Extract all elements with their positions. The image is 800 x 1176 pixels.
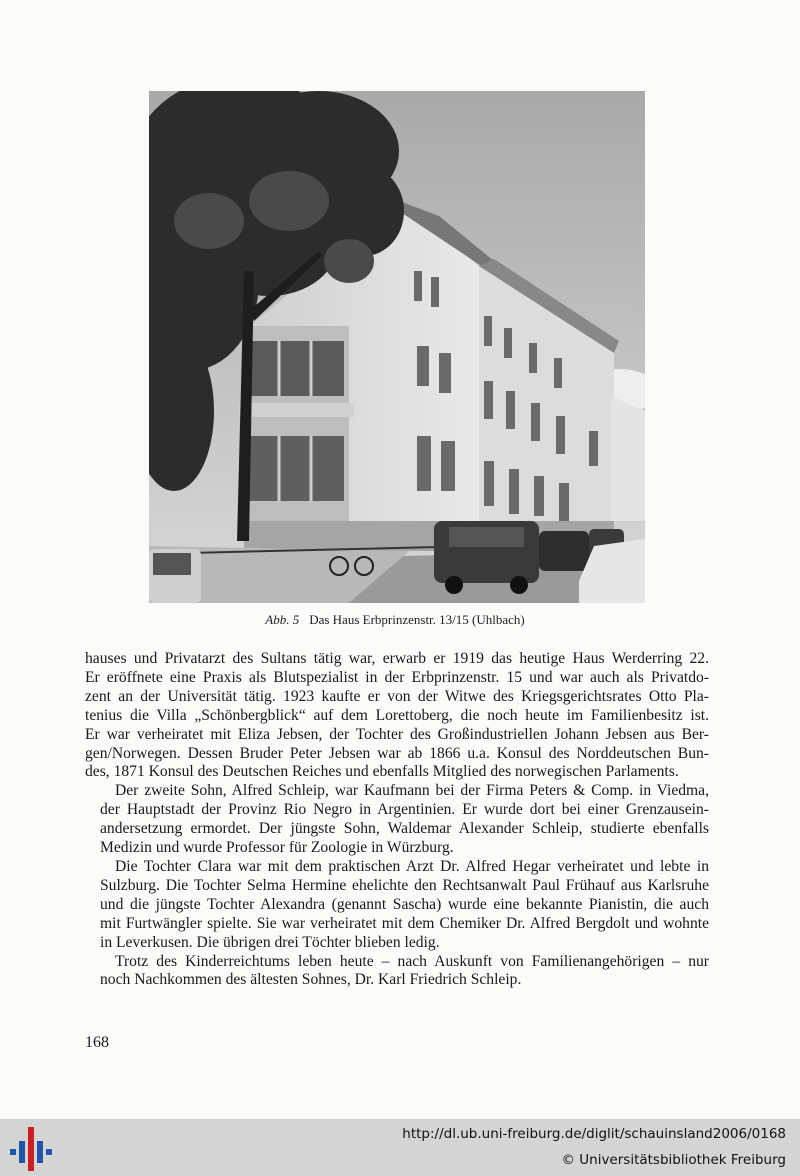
paragraph xyxy=(85,858,709,953)
figure-caption xyxy=(0,612,790,628)
text-line: zent an der Universität tätig. 1923 kaufte er von der Witwe des Kriegsgerichtsrates Otto Pla- xyxy=(85,687,709,705)
text-line: des, 1871 Konsul des Deutschen Reiches und ebenfalls Mitglied des norwegischen Parlaments. xyxy=(85,763,679,781)
text-line: mit Furtwängler spielte. Sie war verheiratet mit dem Chemiker Dr. Alfred Bergdolt und wohnte xyxy=(100,914,709,932)
building-photo xyxy=(149,91,645,603)
text-line: gen/Norwegen. Dessen Bruder Peter Jebsen war ab 1866 u.a. Konsul des Norddeutschen Bun- xyxy=(85,744,709,762)
text-line: Er war verheiratet mit Eliza Jebsen, der Tochter des Großindustriellen Johann Jebsen aus Ber- xyxy=(85,725,709,743)
page-number: 168 xyxy=(85,1034,109,1051)
paragraph xyxy=(85,782,709,858)
text-line: Er eröffnete eine Praxis als Blutspezialist in der Erbprinzenstr. 15 und war auch als Privatdo- xyxy=(85,668,709,686)
caption-text: Das Haus Erbprinzenstr. 13/15 (Uhlbach) xyxy=(309,612,525,627)
caption-label: Abb. 5 xyxy=(265,612,300,627)
footer-bar xyxy=(0,1119,800,1176)
text-line: noch Nachkommen des ältesten Sohnes, Dr. Karl Friedrich Schleip. xyxy=(100,971,522,989)
text-line: hauses und Privatarzt des Sultans tätig war, erwarb er 1919 das heutige Haus Werderring 22. xyxy=(85,650,709,667)
text-line: der Hauptstadt der Provinz Rio Negro in Argentinien. Er wurde dort bei einer Grenzausein- xyxy=(100,801,709,819)
text-line: Sulzburg. Die Tochter Selma Hermine ehelichte den Rechtsanwalt Paul Frühauf aus Karlsruhe xyxy=(100,876,709,894)
text-line: und die jüngste Tochter Alexandra (genannt Sascha) wurde eine bekannte Pianistin, die auch xyxy=(100,895,709,913)
paragraph xyxy=(85,650,709,782)
library-logo-icon xyxy=(10,1127,52,1171)
text-line: Die Tochter Clara war mit dem praktischen Arzt Dr. Alfred Hegar verheiratet und lebte in xyxy=(115,857,709,875)
text-line: andersetzung ermordet. Der jüngste Sohn, Waldemar Alexander Schleip, studierte ebenfalls xyxy=(100,820,709,838)
text-line: Trotz des Kinderreichtums leben heute – nach Auskunft von Familienangehörigen – nur xyxy=(115,952,709,970)
body-text xyxy=(85,650,709,990)
source-url-link[interactable]: http://dl.ub.uni-freiburg.de/diglit/schauinsland2006/0168 xyxy=(402,1126,786,1142)
text-line: Medizin und wurde Professor für Zoologie in Würzburg. xyxy=(100,839,454,857)
text-line: Der zweite Sohn, Alfred Schleip, war Kaufmann bei der Firma Peters & Comp. in Viedma, xyxy=(115,782,709,800)
text-line: tenius die Villa „Schönbergblick“ auf dem Lorettoberg, die noch heute im Familienbesitz ist. xyxy=(85,706,709,724)
text-line: in Leverkusen. Die übrigen drei Töchter blieben ledig. xyxy=(100,933,440,951)
copyright-text: © Universitätsbibliothek Freiburg xyxy=(561,1152,786,1168)
paragraph xyxy=(85,953,709,991)
